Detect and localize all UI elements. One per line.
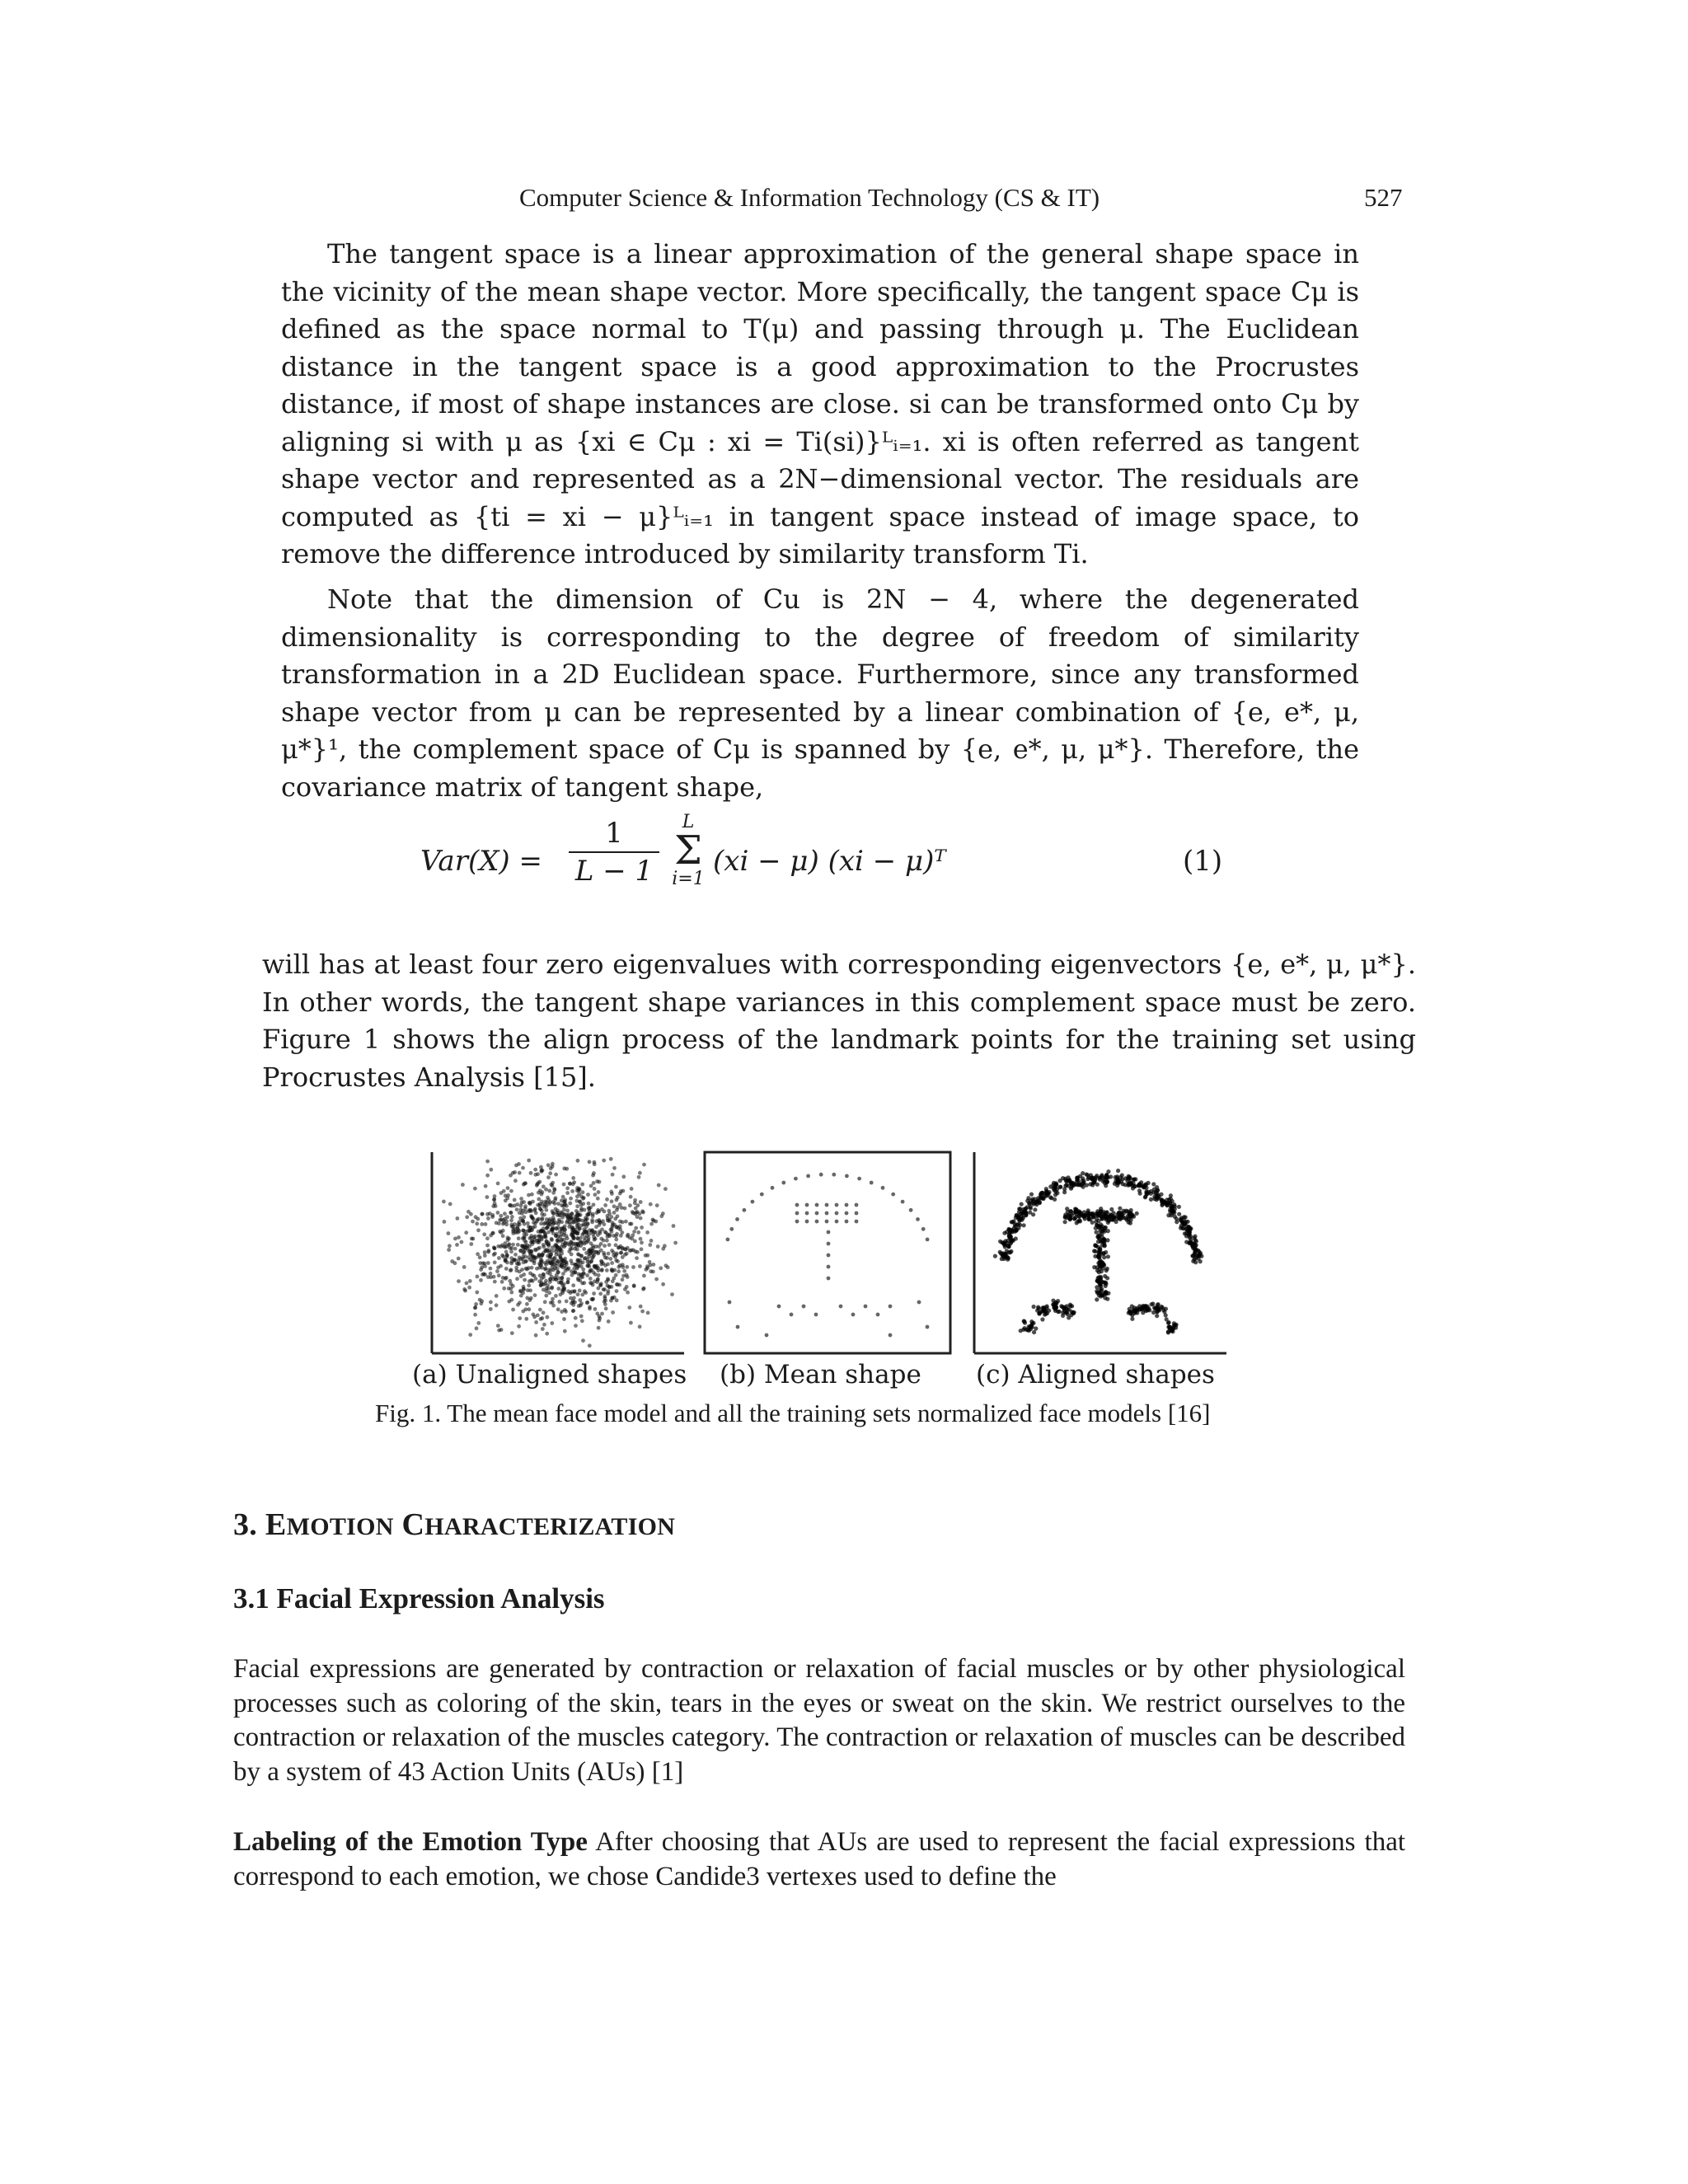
fraction-bar: [569, 851, 659, 853]
paragraph-text: The tangent space is a linear approximation of the general shape space in the vicinity of the mean shape vector. More specifically, the tangent space Cμ is defined as the space normal to T(μ) and passing through μ. The Euclidean distance in the tangent space is a good approximation to the Procrustes distance, if most of shape instances are close. si can be transformed onto Cμ by aligning si with μ as {xi ∈ Cμ : xi = Ti(si)}ᴸᵢ₌₁. xi is often referred as tangent shape vector and represented as a 2N−dimensional vector. The residuals are computed as {ti = xi − μ}ᴸᵢ₌₁ in tangent space instead of image space, to remove the difference introduced by similarity transform Ti.: [281, 238, 1359, 569]
paragraph-text: [233, 1825, 1405, 1894]
paragraph-eigenvalues: [262, 946, 1416, 1096]
equation-1: [420, 812, 1245, 919]
subcaption-b: (b) Mean shape: [720, 1360, 921, 1390]
panel-c-aligned-shapes: [974, 1152, 1226, 1353]
equation-numerator: 1: [605, 817, 623, 850]
section-title-second-cap: C: [401, 1507, 425, 1542]
panel-b-mean-shape: [705, 1152, 950, 1353]
section-title-second-rest: HARACTERIZATION: [424, 1513, 676, 1540]
figure-1-panels: [404, 1137, 1261, 1360]
mean-shape-points: [726, 1173, 930, 1338]
paragraph-text: Facial expressions are generated by contraction or relaxation of facial muscles or by other physiological processes such as coloring of the skin, tears in the eyes or sweat on the skin. We restrict ourselves to the contraction or relaxation of the muscles category. The contraction or relaxation of muscles can be described by a system of 43 Action Units (AUs) [1]: [233, 1654, 1405, 1787]
paragraph-dimension: [281, 581, 1359, 806]
equation-fraction: [569, 817, 659, 888]
paragraph-facial-expressions: [233, 1652, 1405, 1789]
equation-body: (xi − μ) (xi − μ)ᵀ: [713, 845, 946, 878]
unaligned-points-cloud: [442, 1157, 678, 1347]
sum-upper-limit: L: [682, 812, 695, 832]
equation-lhs: Var(X) =: [420, 845, 542, 878]
section-number: 3.: [233, 1507, 258, 1542]
paragraph-lead: Labeling of the Emotion Type: [233, 1827, 588, 1857]
subcaption-a: (a) Unaligned shapes: [412, 1360, 687, 1390]
equation-number: (1): [1183, 845, 1223, 878]
sum-lower-limit: i=1: [672, 869, 705, 889]
subsection-heading: 3.1 Facial Expression Analysis: [233, 1582, 605, 1615]
section-heading: [233, 1507, 675, 1543]
subcaption-c: (c) Aligned shapes: [976, 1360, 1215, 1390]
sum-symbol: Σ: [674, 827, 702, 874]
section-title-first-cap: E: [265, 1507, 287, 1542]
equation-denominator: L − 1: [574, 855, 654, 888]
page-number: 527: [1364, 183, 1403, 212]
paragraph-text: will has at least four zero eigenvalues with corresponding eigenvectors {e, e*, μ, μ*}. In other words, the tangent shape variances in this complement space must be zero. Figure 1 shows the align process of the landmark points for the training set using Procrustes Analysis [15].: [262, 949, 1416, 1093]
section-title-first-rest: MOTION: [286, 1513, 394, 1540]
paragraph-text: Note that the dimension of Cu is 2N − 4, where the degenerated dimensionality is corresponding to the degree of freedom of similarity transformation in a 2D Euclidean space. Furthermore, since any transformed shape vector from μ can be represented by a linear combination of {e, e*, μ, μ*}¹, the complement space of Cμ is spanned by {e, e*, μ, μ*}. Therefore, the covariance matrix of tangent shape,: [281, 583, 1359, 803]
paragraph-body: After choosing that AUs are used to represent the facial expressions that correspond to each emotion, we chose Candide3 vertexes used to define the: [233, 1827, 1406, 1891]
figure-1: [404, 1137, 1261, 1385]
aligned-points-clusters: [993, 1169, 1204, 1335]
figure-caption: Fig. 1. The mean face model and all the training sets normalized face models [16]: [375, 1399, 1211, 1427]
running-header: Computer Science & Information Technology (CS & IT): [519, 183, 1100, 212]
paragraph-labeling: [233, 1825, 1405, 1894]
equation-sum: [668, 812, 709, 889]
paragraph-tangent-space: [281, 236, 1359, 574]
panel-a-unaligned-shapes: [432, 1152, 684, 1353]
